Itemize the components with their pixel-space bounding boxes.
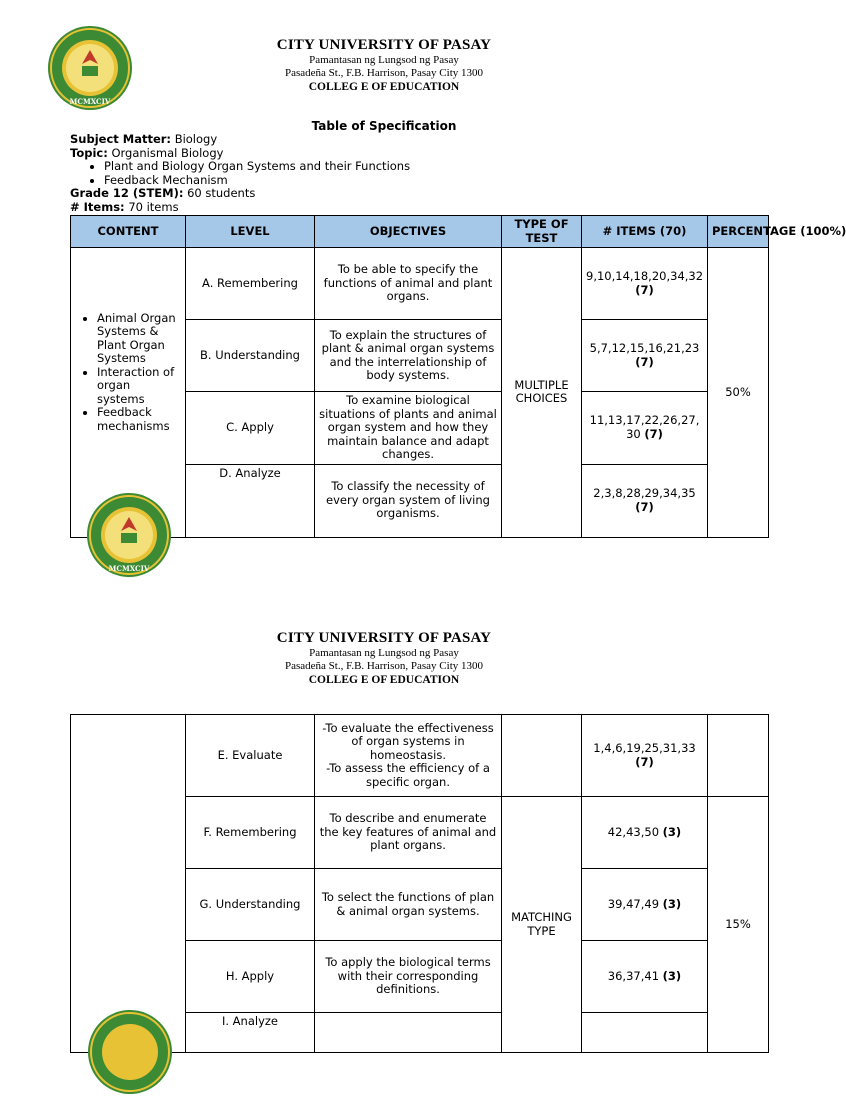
svg-text:MCMXCIV: MCMXCIV [69, 97, 111, 106]
level-cell: D. Analyze [186, 464, 315, 537]
header-percentage: PERCENTAGE (100%) [708, 216, 769, 248]
level-cell: F. Remembering [186, 797, 315, 869]
content-item: • Animal Organ Systems & Plant Organ Systems [97, 312, 181, 366]
university-address: Pasadeña St., F.B. Harrison, Pasay City 1300 [284, 660, 484, 672]
objective-cell: To explain the structures of plant & animal organ systems and the interrelationship of body systems. [315, 320, 502, 392]
content-cell [71, 248, 186, 573]
objective-cell: To select the functions of plan & animal organ systems. [315, 869, 502, 941]
university-seal-logo [86, 1008, 174, 1096]
content-item: • Feedback mechanisms [97, 406, 181, 433]
university-seal-logo [85, 491, 173, 579]
items-cell: 39,47,49 (3) [582, 869, 708, 941]
university-address: Pasadeña St., F.B. Harrison, Pasay City 1300 [284, 67, 484, 79]
type-of-test-cell [502, 715, 582, 797]
items-cell: 1,4,6,19,25,31,33 (7) [582, 715, 708, 797]
items-cell: 42,43,50 (3) [582, 797, 708, 869]
topic-list [70, 160, 410, 187]
topic-label: Topic: [70, 145, 108, 160]
objective-cell: To be able to specify the functions of animal and plant organs. [315, 248, 502, 320]
topic-item: • Feedback Mechanism [104, 174, 410, 188]
objective-cell: To describe and enumerate the key features of animal and plant organs. [315, 797, 502, 869]
grade-label: Grade 12 (STEM): [70, 186, 184, 200]
level-cell: B. Understanding [186, 320, 315, 392]
university-tagalog-name: Pamantasan ng Lungsod ng Pasay [309, 647, 459, 659]
percentage-cell: 15% [708, 797, 769, 1053]
type-of-test-cell: MATCHING TYPE [502, 797, 582, 1053]
university-name: CITY UNIVERSITY OF PASAY [276, 37, 492, 53]
content-cell [71, 715, 186, 1053]
specification-table-2 [70, 714, 769, 1053]
subject-label: Subject Matter: [70, 132, 172, 146]
level-cell: H. Apply [186, 941, 315, 1013]
university-tagalog-name: Pamantasan ng Lungsod ng Pasay [309, 54, 459, 66]
objective-cell: To examine biological situations of plants and animal organ system and how they maintain balance and adapt changes. [315, 392, 502, 465]
subject-value: Biology [174, 132, 218, 146]
objective-cell: -To evaluate the effectiveness of organ systems in homeostasis. -To assess the efficiency of a specific organ. [315, 715, 502, 797]
grade-value: 60 students [187, 186, 256, 200]
level-cell: G. Understanding [186, 869, 315, 941]
items-cell: 5,7,12,15,16,21,23 (7) [582, 320, 708, 392]
document-title: Table of Specification [311, 119, 457, 133]
topic-value: Organismal Biology [111, 145, 224, 160]
items-cell: 2,3,8,28,29,34,35 (7) [582, 464, 708, 537]
items-cell: 9,10,14,18,20,34,32 (7) [582, 248, 708, 320]
items-label: # Items: [70, 199, 125, 214]
type-of-test-cell: MULTIPLE CHOICES [502, 248, 582, 538]
document-meta [70, 133, 410, 214]
header-content: CONTENT [71, 216, 186, 248]
objective-cell: To classify the necessity of every organ system of living organisms. [315, 464, 502, 537]
objective-cell: To apply the biological terms with their corresponding definitions. [315, 941, 502, 1013]
content-item: • Interaction of organ systems [97, 366, 181, 407]
items-cell: 36,37,41 (3) [582, 941, 708, 1013]
items-value: 70 items [128, 199, 179, 214]
objective-cell [315, 1013, 502, 1053]
items-cell: 11,13,17,22,26,27, 30 (7) [582, 392, 708, 465]
level-cell: I. Analyze [186, 1013, 315, 1053]
percentage-cell [708, 715, 769, 797]
level-cell: C. Apply [186, 392, 315, 465]
svg-text:MCMXCIV: MCMXCIV [108, 564, 150, 573]
university-name: CITY UNIVERSITY OF PASAY [276, 630, 492, 646]
header-objectives: OBJECTIVES [315, 216, 502, 248]
topic-item: • Plant and Biology Organ Systems and their Functions [104, 160, 410, 174]
header-items: # ITEMS (70) [582, 216, 708, 248]
level-cell: E. Evaluate [186, 715, 315, 797]
header-level: LEVEL [186, 216, 315, 248]
college-name: COLLEG E OF EDUCATION [308, 81, 460, 93]
specification-table-1 [70, 215, 846, 573]
header-type-of-test: TYPE OF TEST [502, 216, 582, 248]
items-cell [582, 1013, 708, 1053]
percentage-cell: 50% [708, 248, 769, 538]
college-name: COLLEG E OF EDUCATION [308, 674, 460, 686]
level-cell: A. Remembering [186, 248, 315, 320]
